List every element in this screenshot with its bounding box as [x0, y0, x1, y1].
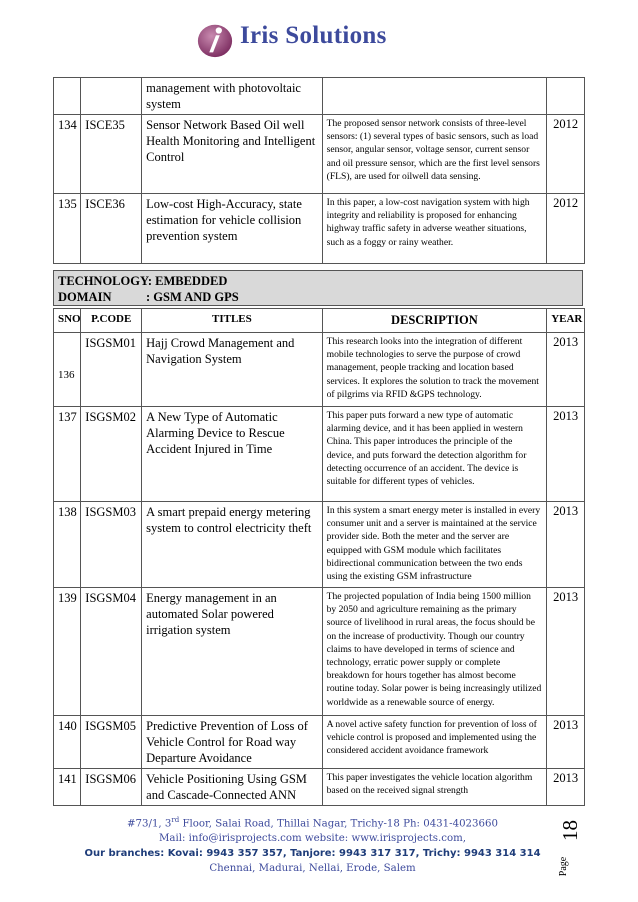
code-cell: ISGSM05 — [81, 716, 142, 769]
column-header-sno: SNO — [54, 309, 81, 333]
footer-cities: Chennai, Madurai, Nellai, Erode, Salem — [209, 863, 416, 875]
year-cell: 2012 — [547, 194, 585, 264]
description-cell: The projected population of India being 1500 million by 2050 and agriculture remaining as the primary source of livelihood in rural areas, the focus should be on the increase of productivity. Though our country claims to have developed in terms of science and technology, erratic power supply or complete breakdown for hours together has almost become routine today. Solar power is being increasingly utilized worldwide as a renewable source of energy. — [322, 588, 547, 716]
title-cell: Sensor Network Based Oil well Health Monitoring and Intelligent Control — [142, 115, 322, 194]
page-word: Page — [558, 856, 570, 877]
sno-cell: 139 — [54, 588, 81, 716]
description-cell: This paper puts forward a new type of automatic alarming device, and it has been applied in western China. This paper introduces the principle of the device, and puts forward the detection algorithm for detecting occurrence of an accident. The device is suitable for different types of vehicles. — [322, 407, 547, 502]
code-cell — [81, 78, 142, 115]
sno-cell: 134 — [54, 115, 81, 194]
year-cell: 2013 — [547, 502, 585, 588]
technology-domain-banner — [53, 270, 583, 306]
sno-cell: 136 — [54, 333, 81, 407]
table-row — [54, 407, 585, 502]
description-cell: This research looks into the integration of different mobile technologies to serve the purpose of crowd management, people tracking and location based services. It explores the solution to track the movement of pilgrims via RFID &GPS technology. — [322, 333, 547, 407]
technology-heading: TECHNOLOGY: EMBEDDED — [58, 274, 228, 288]
title-cell: A smart prepaid energy metering system to control electricity theft — [142, 502, 322, 588]
title-cell: Predictive Prevention of Loss of Vehicle Control for Road way Departure Avoidance — [142, 716, 322, 769]
sno-cell — [54, 78, 81, 115]
title-cell: A New Type of Automatic Alarming Device to Rescue Accident Injured in Time — [142, 407, 322, 502]
description-cell: The proposed sensor network consists of three-level sensors: (1) several types of basic sensors, such as load sensor, angular sensor, voltage sensor, current sensor and oil pressure sensor, which are the first level sensors (FLS), are used for oilwell data sensing. — [322, 115, 547, 194]
year-cell: 2013 — [547, 588, 585, 716]
domain-heading — [58, 289, 578, 305]
sno-cell: 137 — [54, 407, 81, 502]
footer-contact: Mail: info@irisprojects.com website: www.irisprojects.com, — [158, 833, 466, 845]
sno-cell: 141 — [54, 769, 81, 806]
year-cell: 2013 — [547, 333, 585, 407]
footer-address: #73/1, 3rd Floor, Salai Road, Thillai Nagar, Trichy-18 Ph: 0431-4023660 — [127, 816, 498, 830]
description-cell: In this paper, a low-cost navigation system with high integrity and reliability is proposed for enhancing highway traffic safety in adverse weather situations, such as a foggy or rainy weather. — [322, 194, 547, 264]
table-row — [54, 769, 585, 806]
description-cell: This paper investigates the vehicle location algorithm based on the received signal strength — [322, 769, 547, 806]
column-header-titles: TITLES — [142, 309, 322, 333]
code-cell: ISGSM03 — [81, 502, 142, 588]
description-cell: A novel active safety function for prevention of loss of vehicle control is proposed and implemented using the considered accident avoidance framework — [322, 716, 547, 769]
page-number — [560, 813, 584, 883]
column-header-year: YEAR — [547, 309, 585, 333]
table-row — [54, 588, 585, 716]
page-footer — [60, 813, 565, 876]
footer-branches: Our branches: Kovai: 9943 357 357, Tanjore: 9943 317 317, Trichy: 9943 314 314 — [84, 848, 541, 860]
code-cell: ISGSM02 — [81, 407, 142, 502]
gsm-project-table — [53, 308, 585, 806]
year-cell: 2013 — [547, 716, 585, 769]
code-cell: ISGSM01 — [81, 333, 142, 407]
table-row — [54, 194, 585, 264]
domain-value: : GSM AND GPS — [146, 290, 239, 304]
code-cell: ISCE36 — [81, 194, 142, 264]
table-row — [54, 115, 585, 194]
continued-project-table — [53, 77, 585, 264]
title-cell: management with photovoltaic system — [142, 78, 322, 115]
column-header-description: DESCRIPTION — [322, 309, 547, 333]
title-cell: Low-cost High-Accuracy, state estimation for vehicle collision prevention system — [142, 194, 322, 264]
table-row — [54, 333, 585, 407]
code-cell: ISGSM04 — [81, 588, 142, 716]
table-row — [54, 502, 585, 588]
title-cell: Vehicle Positioning Using GSM and Cascade-Connected ANN — [142, 769, 322, 806]
table-row — [54, 78, 585, 115]
page-header — [0, 18, 638, 62]
code-cell: ISCE35 — [81, 115, 142, 194]
title-cell: Energy management in an automated Solar powered irrigation system — [142, 588, 322, 716]
domain-label: DOMAIN — [58, 290, 112, 304]
sno-cell: 140 — [54, 716, 81, 769]
column-header-code: P.CODE — [81, 309, 142, 333]
description-cell — [322, 78, 547, 115]
title-cell: Hajj Crowd Management and Navigation System — [142, 333, 322, 407]
description-cell: In this system a smart energy meter is installed in every consumer unit and a server is maintained at the service provider side. Both the meter and the server are equipped with GSM module which facilitates bidirectional communication between the two ends using the existing GSM infrastructure — [322, 502, 547, 588]
sno-cell: 138 — [54, 502, 81, 588]
sno-cell: 135 — [54, 194, 81, 264]
year-cell: 2013 — [547, 769, 585, 806]
page-number-value: 18 — [558, 820, 582, 841]
year-cell: 2012 — [547, 115, 585, 194]
year-cell: 2013 — [547, 407, 585, 502]
table-header-row — [54, 309, 585, 333]
code-cell: ISGSM06 — [81, 769, 142, 806]
brand-name: Iris Solutions — [240, 22, 387, 49]
stylized-i-logo-icon — [196, 21, 234, 59]
table-row — [54, 716, 585, 769]
year-cell — [547, 78, 585, 115]
